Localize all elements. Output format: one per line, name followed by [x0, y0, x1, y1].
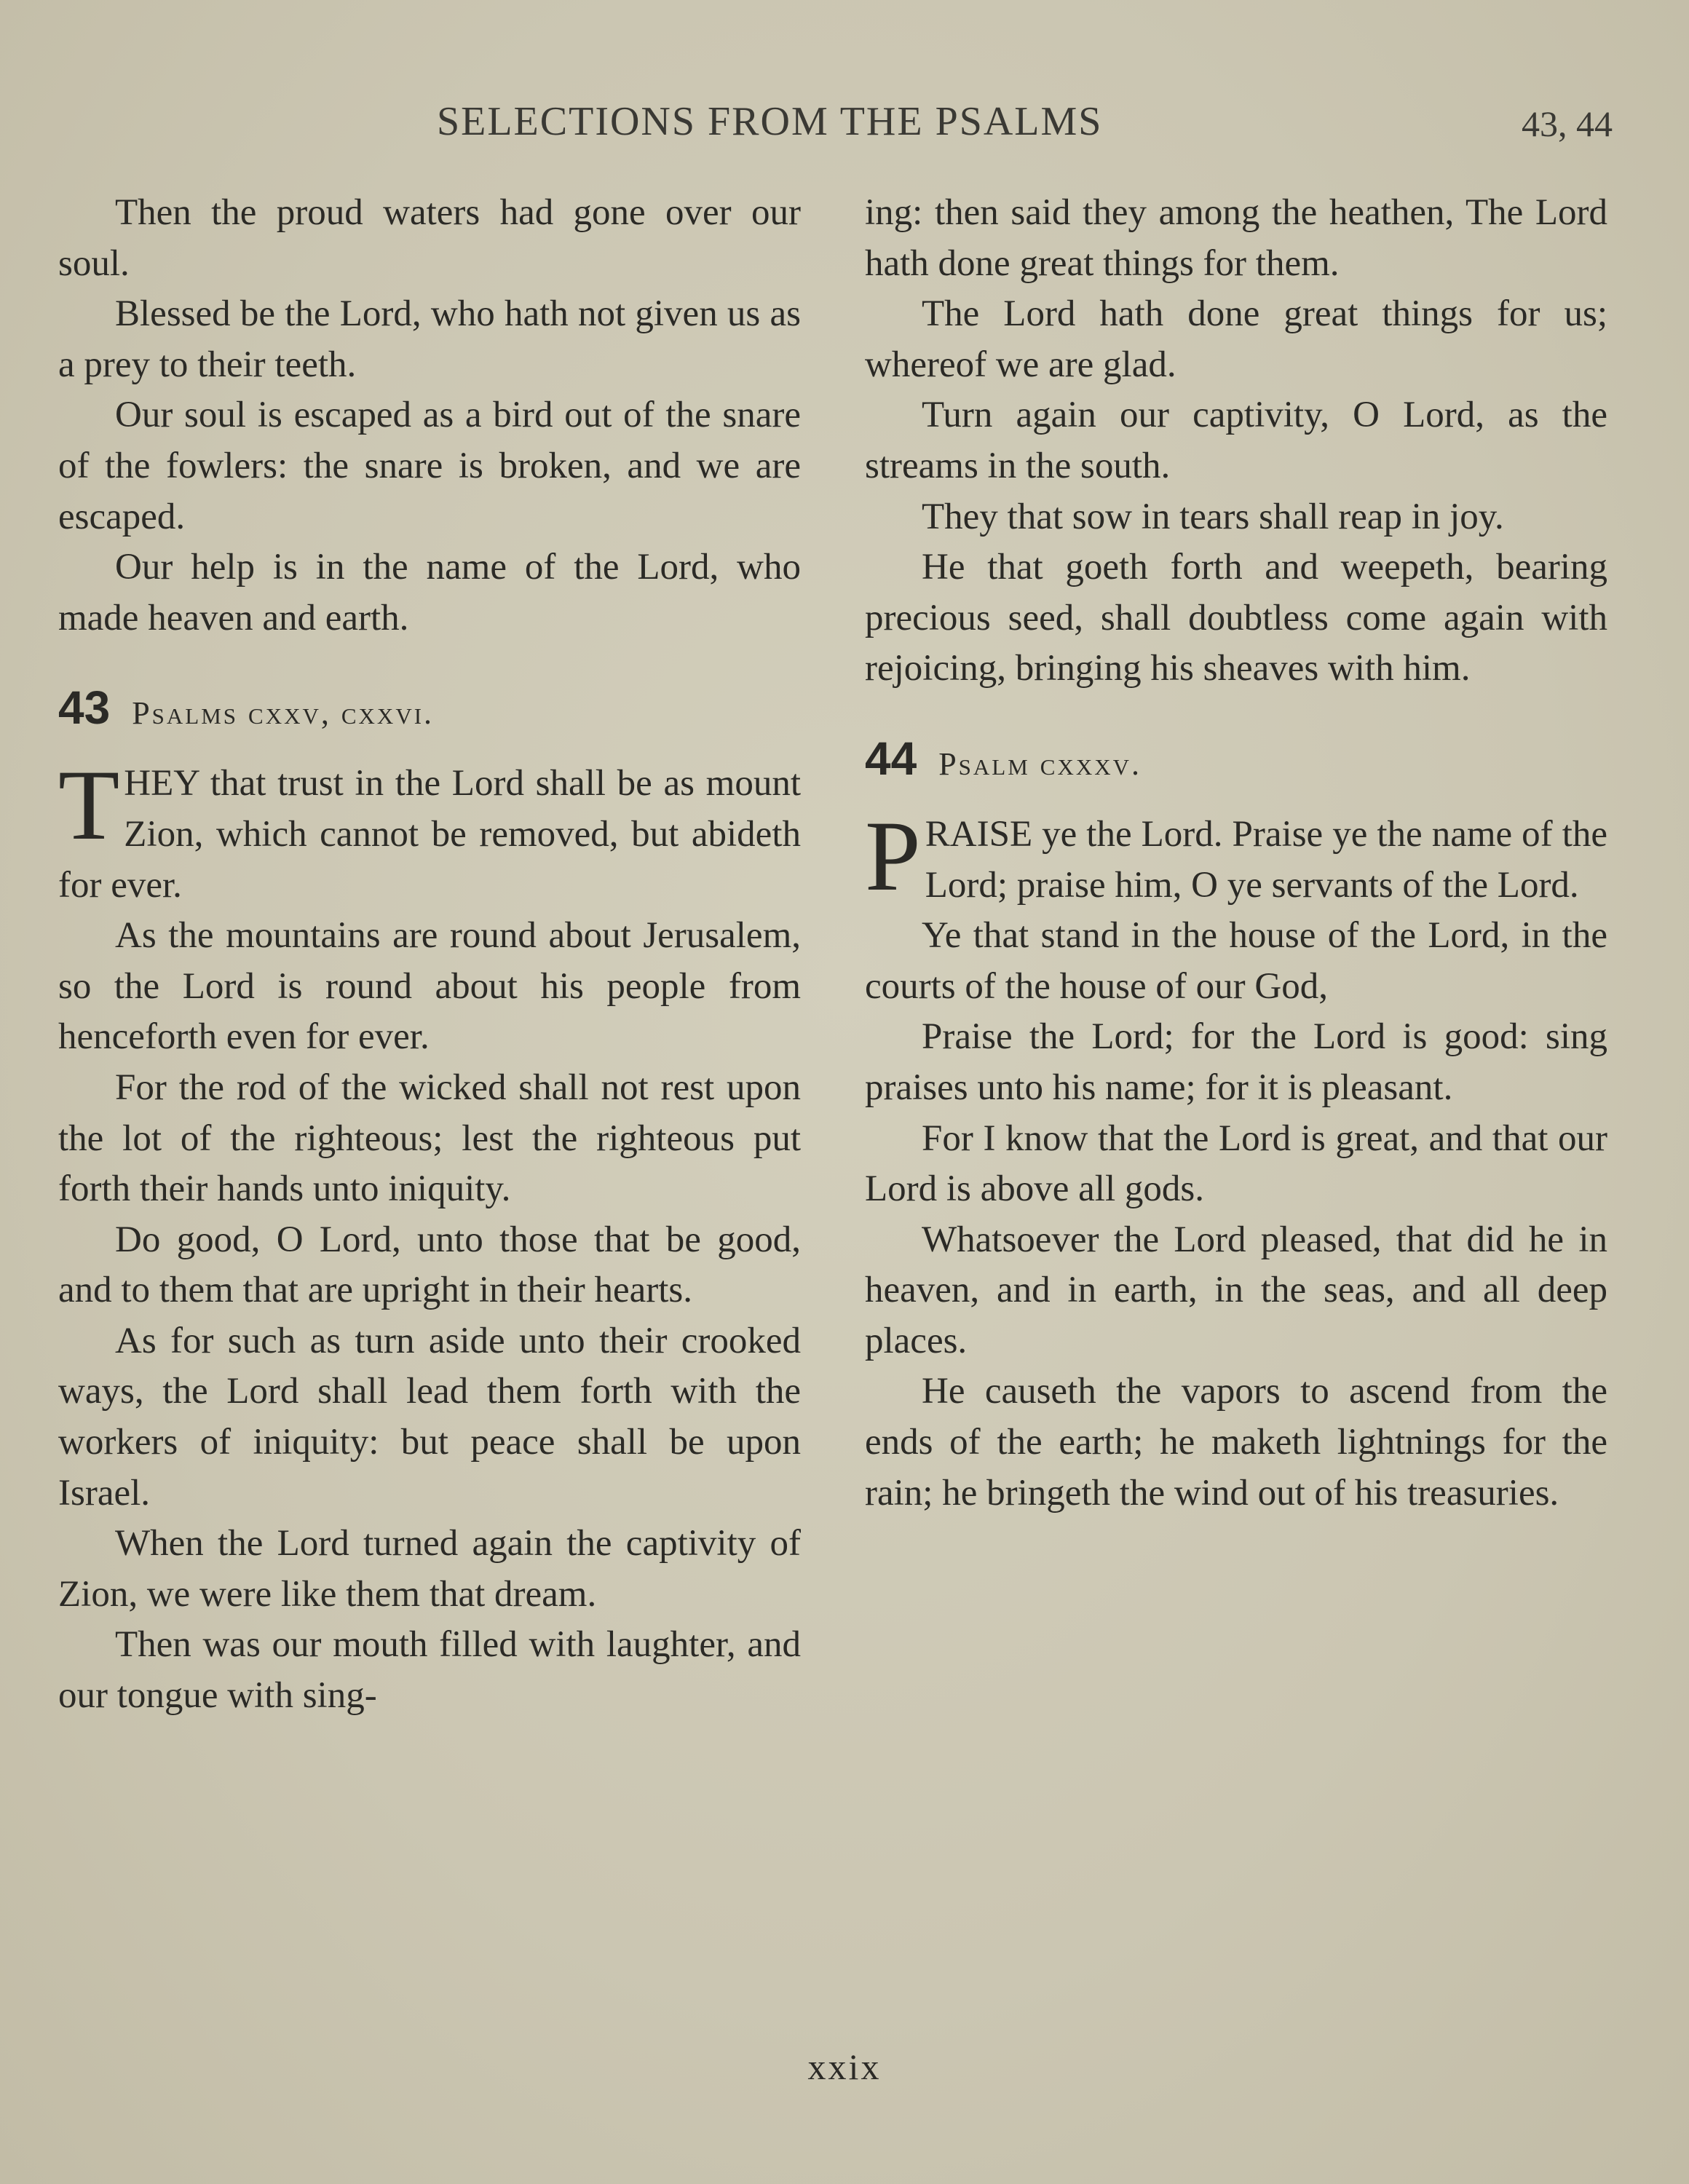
verse: They that sow in tears shall reap in joy. [922, 496, 1504, 537]
verse: Do good, O Lord, unto those that be good, and to them that are upright in their hearts. [58, 1219, 801, 1311]
verse: Ye that stand in the house of the Lord, in the courts of the house of our God, [865, 915, 1607, 1007]
psalm-reference: Psalms cxxv, cxxvi. [132, 695, 435, 732]
psalm-44-opening [865, 799, 1607, 911]
left-column [58, 188, 801, 1722]
opening-text: RAISE ye the Lord. Praise ye the name of the Lord; praise him, O ye servants of the Lord. [925, 813, 1607, 906]
verse: Then the proud waters had gone over our soul. [58, 192, 801, 284]
running-title: SELECTIONS FROM THE PSALMS [437, 99, 1103, 144]
verse: For I know that the Lord is great, and that our Lord is above all gods. [865, 1117, 1607, 1210]
verse: The Lord hath done great things for us; whereof we are glad. [865, 293, 1607, 385]
psalm-number: 43 [58, 681, 111, 735]
verse: When the Lord turned again the captivity of Zion, we were like them that dream. [58, 1523, 801, 1615]
verse: Our help is in the name of the Lord, who made heaven and earth. [58, 547, 801, 638]
psalm-reference: Psalm cxxxv. [938, 745, 1142, 782]
verse: Blessed be the Lord, who hath not given us as a prey to their teeth. [58, 293, 801, 385]
verse: Whatsoever the Lord pleased, that did he in heaven, and in earth, in the seas, and all deep places. [865, 1219, 1607, 1361]
verse: Turn again our captivity, O Lord, as the streams in the south. [865, 395, 1607, 486]
psalm-43-heading [58, 681, 801, 735]
verse: Then was our mouth filled with laughter, and our tongue with sing- [58, 1624, 801, 1717]
psalm-number: 44 [865, 732, 917, 785]
psalm-44-heading [865, 732, 1607, 785]
drop-cap: P [865, 799, 921, 911]
verse: As for such as turn aside unto their crooked ways, the Lord shall lead them forth with the workers of iniquity: but peace shall be upon Israel. [58, 1320, 801, 1514]
psalm-range: 43, 44 [1522, 103, 1613, 144]
verse: He causeth the vapors to ascend from the ends of the earth; he maketh lightnings for the rain; he bringeth the wind out of his treasuries. [865, 1371, 1607, 1514]
right-column [865, 188, 1607, 1519]
verse: Our soul is escaped as a bird out of the snare of the fowlers: the snare is broken, and we are escaped. [58, 395, 801, 537]
page-number: xxix [807, 2046, 882, 2087]
verse: He that goeth forth and weepeth, bearing precious seed, shall doubtless come again with rejoicing, bringing his sheaves with him. [865, 547, 1607, 689]
verse-continued: ing: then said they among the heathen, The Lord hath done great things for them. [865, 192, 1607, 284]
drop-cap: T [58, 749, 120, 861]
running-header [0, 98, 1689, 149]
verse: As the mountains are round about Jerusalem, so the Lord is round about his people from henceforth even for ever. [58, 915, 801, 1058]
opening-text: HEY that trust in the Lord shall be as mount Zion, which cannot be removed, but abideth for ever. [58, 763, 801, 906]
verse: For the rod of the wicked shall not rest upon the lot of the righteous; lest the righteous put forth their hands unto iniquity. [58, 1067, 801, 1210]
verse: Praise the Lord; for the Lord is good: sing praises unto his name; for it is pleasant. [865, 1016, 1607, 1108]
psalm-43-opening [58, 749, 801, 911]
